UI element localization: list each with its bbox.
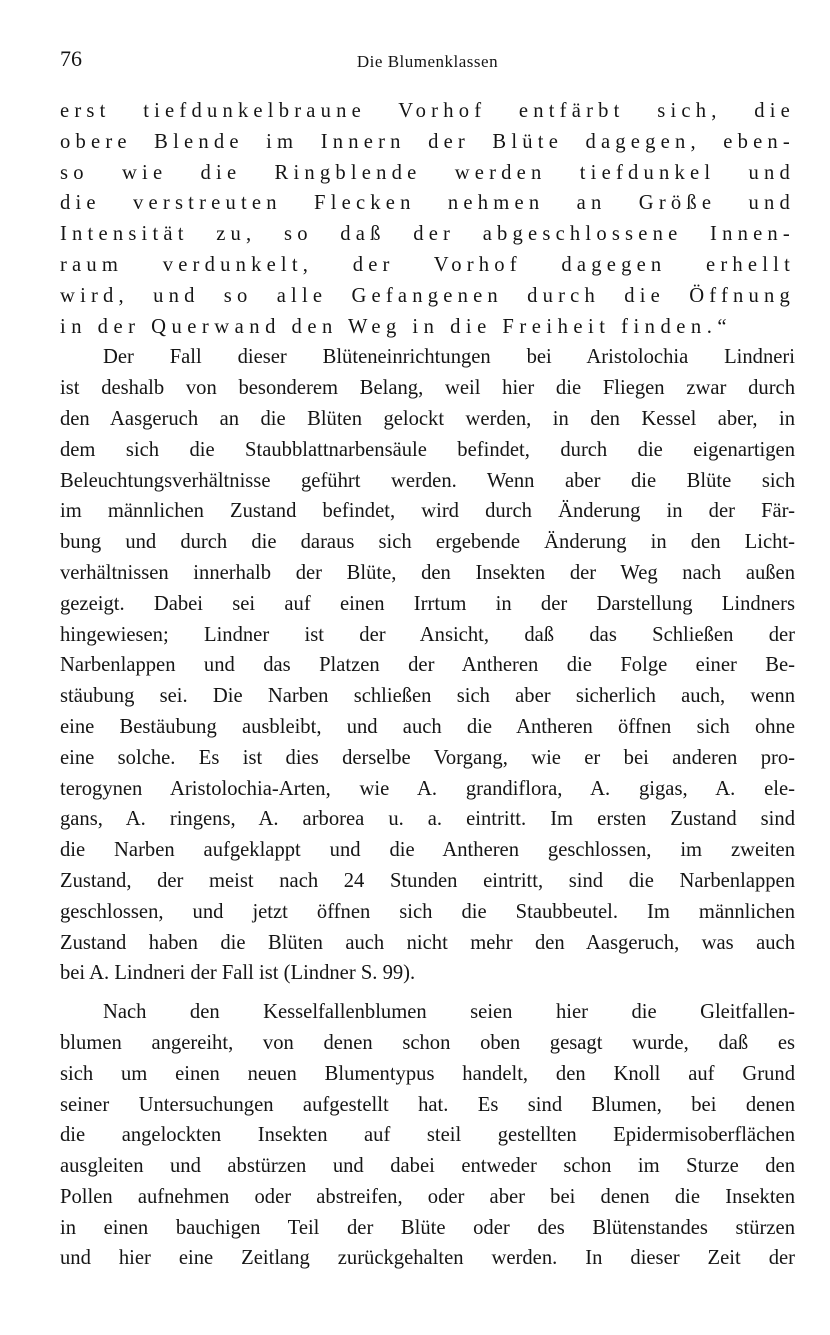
text-line: so wie die Ringblende werden tiefdunkel und — [60, 161, 795, 184]
text-line: bung und durch die daraus sich ergebende Änderung in den Licht- — [60, 531, 795, 554]
text-line: verhältnissen innerhalb der Blüte, den Insekten der Weg nach außen — [60, 561, 795, 584]
page-body — [60, 96, 795, 1274]
text-line: in einen bauchigen Teil der Blüte oder des Blütenstandes stürzen — [60, 1216, 795, 1239]
page-number: 76 — [60, 46, 82, 71]
text-line: Zustand, der meist nach 24 Stunden eintritt, sind die Narbenlappen — [60, 869, 795, 892]
text-line: Der Fall dieser Blüteneinrichtungen bei Aristolochia Lindneri — [103, 346, 795, 369]
text-line: Narbenlappen und das Platzen der Antheren die Folge einer Be- — [60, 654, 795, 677]
text-line: die Narben aufgeklappt und die Antheren geschlossen, im zweiten — [60, 839, 795, 862]
text-line: eine solche. Es ist dies derselbe Vorgang, wie er bei anderen pro- — [60, 746, 795, 769]
text-line: Nach den Kesselfallenblumen seien hier die Gleitfallen- — [103, 1001, 795, 1024]
text-line: stäubung sei. Die Narben schließen sich aber sicherlich auch, wenn — [60, 685, 795, 708]
text-line: raum verdunkelt, der Vorhof dagegen erhellt — [60, 253, 795, 276]
text-line: sich um einen neuen Blumentypus handelt, den Knoll auf Grund — [60, 1062, 795, 1085]
paragraph-aristolochia — [60, 342, 795, 989]
text-line: wird, und so alle Gefangenen durch die Öffnung — [60, 284, 795, 307]
quoted-passage — [60, 96, 795, 342]
text-line: die verstreuten Flecken nehmen an Größe und — [60, 192, 795, 215]
text-line: den Aasgeruch an die Blüten gelockt werden, in den Kessel aber, in — [60, 407, 795, 430]
text-line: Pollen aufnehmen oder abstreifen, oder aber bei denen die Insekten — [60, 1185, 795, 1208]
text-line: terogynen Aristolochia-Arten, wie A. grandiflora, A. gigas, A. ele- — [60, 777, 795, 800]
text-line: obere Blende im Innern der Blüte dagegen, eben- — [60, 130, 795, 153]
text-line: Beleuchtungsverhältnisse geführt werden. Wenn aber die Blüte sich — [60, 469, 795, 492]
text-line: und hier eine Zeitlang zurückgehalten werden. In dieser Zeit der — [60, 1247, 795, 1270]
text-line: geschlossen, und jetzt öffnen sich die Staubbeutel. Im männlichen — [60, 900, 795, 923]
text-line: dem sich die Staubblattnarbensäule befindet, durch die eigenartigen — [60, 438, 795, 461]
text-line: in der Querwand den Weg in die Freiheit finden.“ — [60, 315, 732, 338]
text-line: ausgleiten und abstürzen und dabei entweder schon im Sturze den — [60, 1155, 795, 1178]
text-line: hingewiesen; Lindner ist der Ansicht, daß das Schließen der — [60, 623, 795, 646]
paragraph-gleitfallenblumen — [60, 997, 795, 1274]
text-line: erst tiefdunkelbraune Vorhof entfärbt sich, die — [60, 100, 795, 122]
text-line: eine Bestäubung ausbleibt, und auch die Antheren öffnen sich ohne — [60, 715, 795, 738]
text-line: ist deshalb von besonderem Belang, weil hier die Fliegen zwar durch — [60, 377, 795, 400]
text-line: Intensität zu, so daß der abgeschlossene Innen- — [60, 223, 795, 246]
text-line: seiner Untersuchungen aufgestellt hat. Es sind Blumen, bei denen — [60, 1093, 795, 1116]
text-line: bei A. Lindneri der Fall ist (Lindner S. 99). — [60, 962, 416, 985]
text-line: Zustand haben die Blüten auch nicht mehr den Aasgeruch, was auch — [60, 931, 795, 954]
text-line: gezeigt. Dabei sei auf einen Irrtum in der Darstellung Lindners — [60, 592, 795, 615]
text-line: blumen angereiht, von denen schon oben gesagt wurde, daß es — [60, 1031, 795, 1054]
text-line: die angelockten Insekten auf steil gestellten Epidermisoberflächen — [60, 1124, 795, 1147]
text-line: im männlichen Zustand befindet, wird durch Änderung in der Fär- — [60, 500, 795, 523]
text-line: gans, A. ringens, A. arborea u. a. eintritt. Im ersten Zustand sind — [60, 808, 795, 831]
running-title: Die Blumenklassen — [356, 52, 499, 71]
page-header — [60, 44, 795, 78]
